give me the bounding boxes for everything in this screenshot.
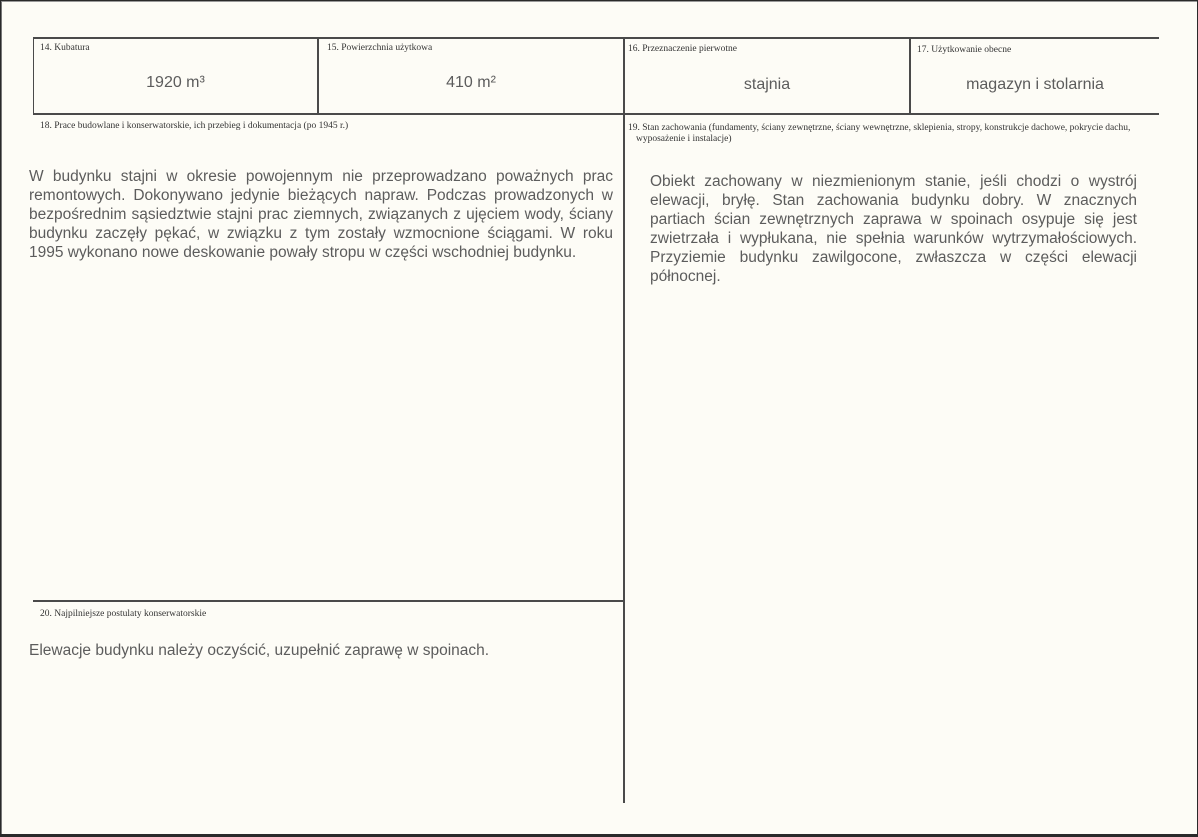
field-19-label: 19. Stan zachowania (fundamenty, ściany zewnętrzne, ściany wewnętrzne, sklepienia, stropy, konstrukcje dachowe, pokrycie dachu, wyposażenie i instalacje) (628, 123, 1131, 144)
field-14-label: 14. Kubatura (40, 43, 90, 53)
field-15-label: 15. Powierzchnia użytkowa (327, 43, 433, 53)
field-16-label: 16. Przeznaczenie pierwotne (628, 44, 737, 54)
top-border (33, 37, 1159, 39)
field-20-text: Elewacje budynku należy oczyścić, uzupełnić zaprawę w spoinach. (29, 642, 490, 659)
field20-top-border (33, 600, 625, 602)
field-18-label: 18. Prace budowlane i konserwatorskie, ich przebieg i dokumentacja (po 1945 r.) (40, 121, 349, 131)
field-15-value: 410 m² (446, 74, 496, 91)
row1-bottom-border (33, 113, 1159, 115)
field-17-value: magazyn i stolarnia (966, 76, 1104, 93)
divider-15-16 (623, 37, 625, 803)
form-sheet (1, 1, 1197, 834)
field-14-value: 1920 m³ (146, 74, 205, 91)
field-18-text: W budynku stajni w okresie powojennym nie przeprowadzano poważnych prac remontowych. Dokonywano jedynie bieżących napraw. Podczas prowadzonych w bezpośrednim sąsiedztwie stajni prac ziemnych, związanych z ujęciem wody, ściany budynku zaczęły pękać, w związku z tym zostały wzmocnione ściągami. W roku 1995 wykonano nowe deskowanie powały stropu w części wschodniej budynku. (29, 168, 613, 261)
field-19-text: Obiekt zachowany w niezmienionym stanie, jeśli chodzi o wystrój elewacji, bryłę. Stan zachowania budynku dobry. W znacznych partiach ścian zewnętrznych zaprawa w spoinach osypuje się jest zwietrzała i wypłukana, nie spełnia warunków wytrzymałościowych. Przyziemie budynku zawilgocone, zwłaszcza w części elewacji północnej. (650, 173, 1137, 285)
field-16-value: stajnia (743, 76, 791, 93)
field-17-label: 17. Użytkowanie obecne (917, 45, 1012, 55)
field-20-label: 20. Najpilniejsze postulaty konserwatorskie (40, 609, 207, 619)
